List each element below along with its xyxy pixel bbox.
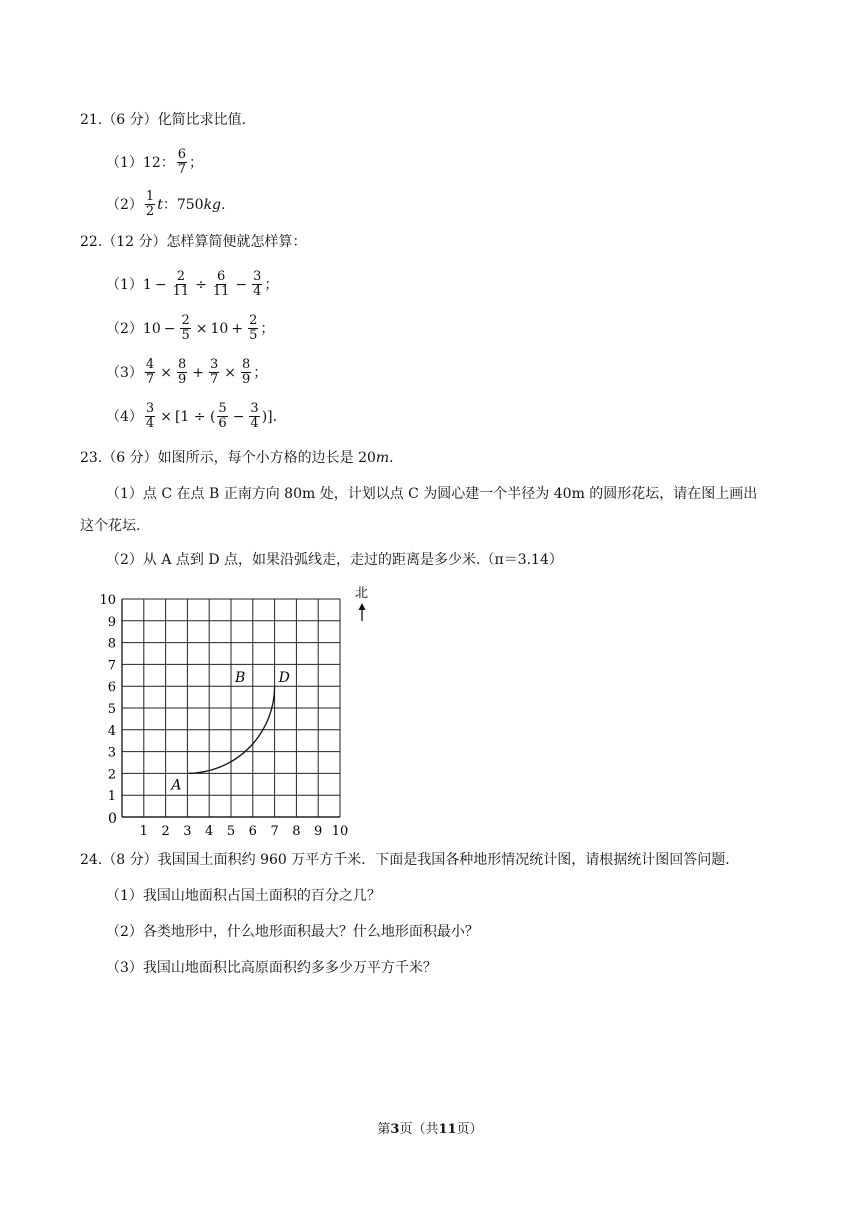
q21-p2-fraction: $\frac{1}{2}$ bbox=[145, 189, 155, 219]
x-tick-label: 7 bbox=[270, 824, 279, 839]
q22-part1: （1） 1 − $\frac{2}{11}$ ÷ $\frac{6}{11}$ − $\frac{3}{4}$ ； bbox=[106, 269, 279, 299]
y-axis-ticks bbox=[99, 593, 116, 804]
coordinate-grid bbox=[95, 580, 385, 845]
y-tick-label: 8 bbox=[107, 636, 116, 652]
y-tick-label: 10 bbox=[99, 593, 116, 608]
y-tick-label: 1 bbox=[107, 789, 116, 805]
q21-part2: （2） $\frac{1}{2}$ t ：750 kg . bbox=[106, 189, 226, 219]
x-tick-label: 5 bbox=[226, 824, 236, 839]
x-tick-label: 9 bbox=[314, 824, 323, 839]
point-d-label: D bbox=[278, 670, 290, 687]
q21-part1: （1）12： $\frac{6}{7}$ ； bbox=[106, 147, 204, 177]
page-footer: 第3页（共11页） bbox=[377, 1122, 483, 1137]
x-tick-label: 6 bbox=[248, 824, 257, 839]
q23-part1-line2: 这个花坛. bbox=[80, 518, 141, 534]
y-tick-label: 7 bbox=[107, 658, 116, 674]
y-tick-label: 2 bbox=[107, 767, 116, 783]
point-b-label: B bbox=[235, 670, 246, 687]
x-tick-label: 2 bbox=[161, 824, 170, 839]
q22-title: 22.（12 分）怎样算简便就怎样算： bbox=[80, 234, 307, 250]
q23-part2: （2）从 A 点到 D 点，如果沿弧线走，走过的距离是多少米.（π＝3.14） bbox=[106, 552, 563, 568]
q24-part1: （1）我国山地面积占国土面积的百分之几？ bbox=[106, 888, 381, 904]
q24-title: 24.（8 分）我国国土面积约 960 万平方千米．下面是我国各种地形情况统计图，请根据统计图回答问题. bbox=[80, 852, 730, 868]
grid-lines bbox=[122, 599, 340, 817]
q24-part3: （3）我国山地面积比高原面积约多多少万平方千米？ bbox=[106, 960, 437, 976]
q22-part2: （2） 10 − $\frac{2}{5}$ × 10 + $\frac{2}{5}$ ； bbox=[106, 313, 275, 343]
x-tick-label: 1 bbox=[139, 824, 148, 839]
q21-title: 21.（6 分）化简比求比值. bbox=[80, 112, 247, 128]
q21-p1-fraction: $\frac{6}{7}$ bbox=[177, 147, 187, 177]
q24-part2: （2）各类地形中，什么地形面积最大？什么地形面积最小？ bbox=[106, 924, 479, 940]
point-a-label: A bbox=[171, 777, 182, 794]
x-tick-label: 8 bbox=[292, 824, 301, 839]
q23-title: 23.（6 分）如图所示，每个小方格的边长是 20 m . bbox=[80, 450, 394, 466]
north-label: 北 bbox=[355, 586, 369, 601]
q21-p1-label: （1）12： bbox=[106, 154, 175, 171]
x-axis-ticks bbox=[140, 824, 349, 839]
q22-part3: （3） $\frac{4}{7}$ × $\frac{8}{9}$ + $\frac{3}{7}$ × $\frac{8}{9}$ ； bbox=[106, 357, 268, 387]
x-tick-label: 4 bbox=[205, 824, 214, 839]
x-tick-label: 10 bbox=[331, 824, 349, 839]
y-tick-label: 4 bbox=[107, 723, 116, 739]
y-tick-label: 5 bbox=[107, 702, 116, 717]
x-tick-label: 3 bbox=[183, 824, 192, 839]
origin-label: 0 bbox=[108, 811, 117, 827]
y-tick-label: 6 bbox=[107, 680, 116, 696]
y-tick-label: 9 bbox=[107, 614, 116, 630]
north-arrow-icon bbox=[359, 603, 366, 621]
q23-part1-line1: （1）点 C 在点 B 正南方向 80m 处，计划以点 C 为圆心建一个半径为 40m 的圆形花坛，请在图上画出 bbox=[106, 486, 758, 502]
y-tick-label: 3 bbox=[107, 745, 116, 761]
q22-part4: （4） $\frac{3}{4}$ × [1 ÷ ( $\frac{5}{6}$ − $\frac{3}{4}$ )]. bbox=[106, 401, 278, 431]
